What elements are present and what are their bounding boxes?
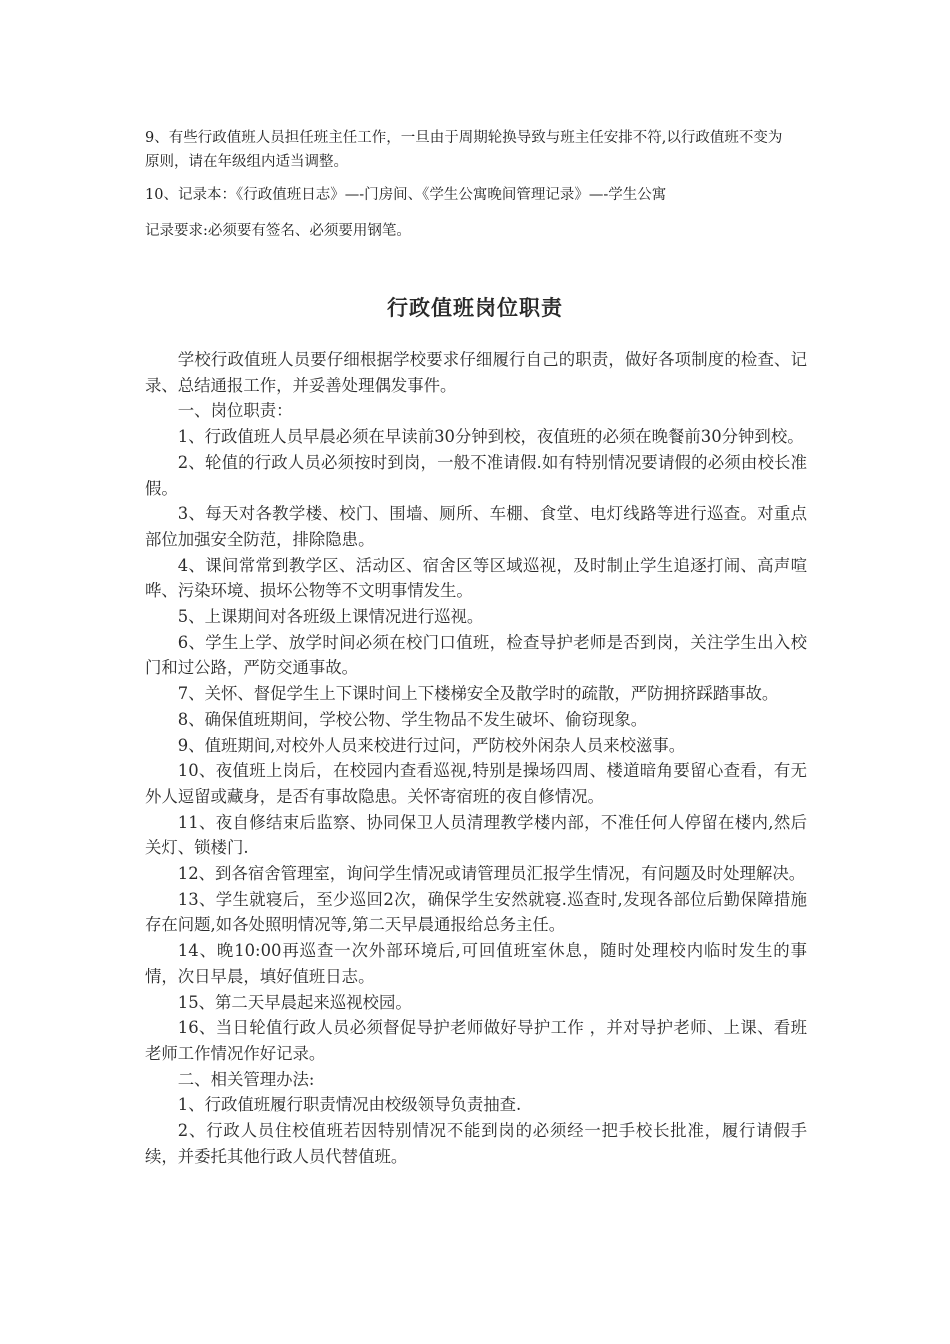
duty-item-9: 9、值班期间,对校外人员来校进行过问，严防校外闲杂人员来校滋事。 xyxy=(177,735,686,755)
duty-item-8: 8、确保值班期间，学校公物、学生物品不发生破坏、偷窃现象。 xyxy=(177,709,648,729)
duty-item-4: 4、课间常常到教学区、活动区、宿舍区等区域巡视，及时制止学生追逐打闹、高声喧哗、污染环境、损坏公物等不文明事情发生。 xyxy=(145,555,807,601)
management-item-1: 1、行政值班履行职责情况由校级领导负责抽查. xyxy=(177,1095,522,1115)
duty-item-5: 5、上课期间对各班级上课情况进行巡视。 xyxy=(177,607,484,627)
document-title: 行政值班岗位职责 xyxy=(387,295,563,320)
management-item-2: 2、行政人员住校值班若因特别情况不能到岗的必须经一把手校长批准，履行请假手续，并委托其他行政人员代替值班。 xyxy=(145,1121,807,1166)
duty-item-1: 1、行政值班人员早晨必须在早读前30分钟到校，夜值班的必须在晚餐前30分钟到校。 xyxy=(177,427,804,447)
intro-record-requirement: 记录要求:必须要有签名、必须要用钢笔。 xyxy=(145,223,411,239)
duty-item-7: 7、关怀、督促学生上下课时间上下楼梯安全及散学时的疏散，严防拥挤踩踏事故。 xyxy=(177,684,779,704)
intro-section xyxy=(145,126,785,243)
duty-item-14: 14、晚10:00再巡查一次外部环境后,可回值班室休息，随时处理校内临时发生的事情，次日早晨，填好值班日志。 xyxy=(145,941,807,986)
duty-item-2: 2、轮值的行政人员必须按时到岗，一般不准请假.如有特别情况要请假的必须由校长准假。 xyxy=(145,452,807,498)
section-heading-management: 二、相关管理办法: xyxy=(177,1069,315,1089)
duty-item-16: 16、当日轮值行政人员必须督促导护老师做好导护工作 ，并对导护老师、上课、看班老师工作情况作好记录。 xyxy=(145,1018,807,1063)
duty-item-13: 13、学生就寝后，至少巡回2次，确保学生安然就寝.巡查时,发现各部位后勤保障措施存在问题,如各处照明情况等,第二天早晨通报给总务主任。 xyxy=(145,889,807,935)
intro-item-9: 9、有些行政值班人员担任班主任工作，一旦由于周期轮换导致与班主任安排不符,以行政值班不变为原则，请在年级组内适当调整。 xyxy=(145,130,783,170)
duty-item-15: 15、第二天早晨起来巡视校园。 xyxy=(177,992,412,1012)
duty-item-6: 6、学生上学、放学时间必须在校门口值班，检查导护老师是否到岗，关注学生出入校门和过公路，严防交通事故。 xyxy=(145,632,807,678)
paragraph-intro: 学校行政值班人员要仔细根据学校要求仔细履行自己的职责，做好各项制度的检查、记录、总结通报工作，并妥善处理偶发事件。 xyxy=(145,350,807,395)
duty-item-11: 11、夜自修结束后监察、协同保卫人员清理教学楼内部，不准任何人停留在楼内,然后关灯、锁楼门. xyxy=(145,812,807,858)
duty-item-10: 10、夜值班上岗后，在校园内查看巡视,特别是操场四周、楼道暗角要留心查看，有无外人逗留或藏身，是否有事故隐患。关怀寄宿班的夜自修情况。 xyxy=(145,761,807,806)
duty-item-12: 12、到各宿舍管理室，询问学生情况或请管理员汇报学生情况，有问题及时处理解决。 xyxy=(177,864,806,884)
duty-body xyxy=(145,347,807,1170)
section-heading-duties: 一、岗位职责： xyxy=(177,401,293,421)
intro-item-10: 10、记录本：《行政值班日志》—-门房间、《学生公寓晚间管理记录》—-学生公寓 xyxy=(145,187,667,203)
duty-item-3: 3、每天对各教学楼、校门、围墙、厕所、车棚、食堂、电灯线路等进行巡查。对重点部位加强安全防范，排除隐患。 xyxy=(145,504,807,549)
